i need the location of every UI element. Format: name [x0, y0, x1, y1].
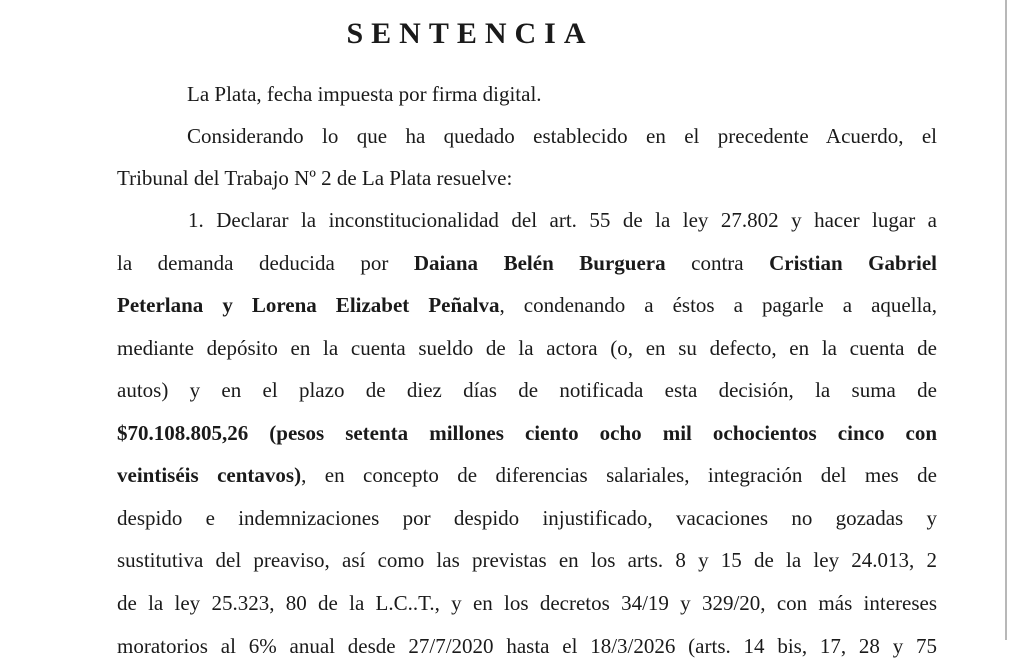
item1-line-9: sustitutiva del preaviso, así como las previstas en los arts. 8 y 15 de la ley 24.013, 2: [117, 548, 937, 572]
item1-line-2-text-b: contra: [665, 251, 770, 275]
amount-line-1: [117, 413, 937, 453]
defendant-name-part-1: Cristian Gabriel: [769, 251, 937, 275]
item1-line-8: despido e indemnizaciones por despido injustificado, vacaciones no gozadas y: [117, 506, 937, 530]
item1-line-2-text-a: la demanda deducida por: [117, 251, 414, 275]
item1-line-5: autos) y en el plazo de diez días de notificada esta decisión, la suma de: [117, 378, 937, 402]
item1-line-1: 1. Declarar la inconstitucionalidad del art. 55 de la ley 27.802 y hacer lugar a: [188, 208, 937, 232]
item1-line-2: [117, 243, 937, 283]
item1-line-7: [117, 455, 937, 495]
considerando-line-1: Considerando lo que ha quedado establecido en el precedente Acuerdo, el: [187, 124, 937, 148]
item1-line-3-text: , condenando a éstos a pagarle a aquella,: [499, 293, 937, 317]
amount-text-1: $70.108.805,26 (pesos setenta millones ciento ocho mil ochocientos cinco con: [117, 421, 937, 445]
date-line: La Plata, fecha impuesta por firma digital.: [187, 82, 542, 106]
plaintiff-name: Daiana Belén Burguera: [413, 251, 666, 275]
item1-line-10: de la ley 25.323, 80 de la L.C..T., y en los decretos 34/19 y 329/20, con más intereses: [117, 591, 937, 615]
document-title: SENTENCIA: [346, 17, 594, 50]
item1-line-11: moratorios al 6% anual desde 27/7/2020 hasta el 18/3/2026 (arts. 14 bis, 17, 28 y 75: [117, 634, 937, 658]
item1-line-4: mediante depósito en la cuenta sueldo de la actora (o, en su defecto, en la cuenta de: [117, 336, 937, 360]
amount-text-2: veintiséis centavos): [117, 463, 302, 487]
item1-line-7-text: , en concepto de diferencias salariales, integración del mes de: [301, 463, 937, 487]
page-edge-divider: [1005, 0, 1007, 640]
item1-line-3: [117, 285, 937, 325]
defendant-name-part-2: Peterlana y Lorena Elizabet Peñalva: [117, 293, 500, 317]
considerando-line-2: Tribunal del Trabajo Nº 2 de La Plata resuelve:: [117, 166, 513, 190]
